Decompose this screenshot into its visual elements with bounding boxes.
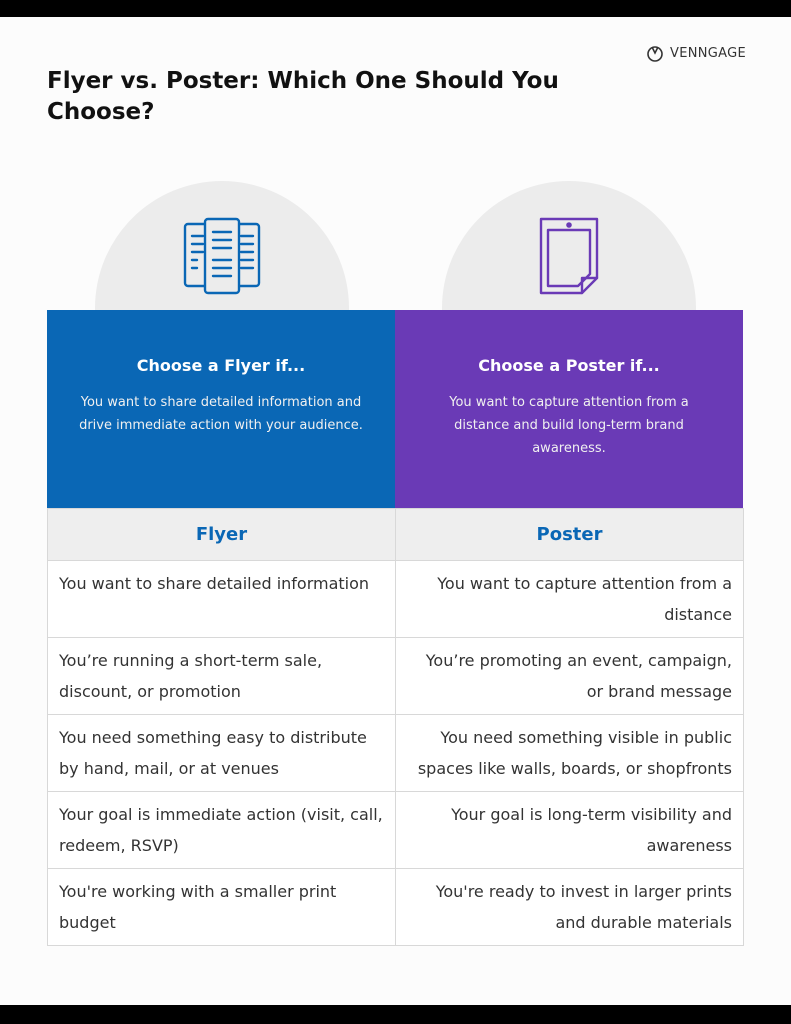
- poster-cell: You need something visible in public spaces like walls, boards, or shopfronts: [396, 715, 744, 792]
- flyer-pages-icon: [183, 216, 263, 300]
- flyer-cell: You’re running a short-term sale, discount, or promotion: [48, 638, 396, 715]
- poster-column-header: Poster: [396, 509, 744, 561]
- flyer-panel-heading: Choose a Flyer if...: [136, 356, 306, 375]
- flyer-cell: You want to share detailed information: [48, 561, 396, 638]
- table-row: [48, 715, 744, 792]
- flyer-column-header: Flyer: [48, 509, 396, 561]
- poster-panel: [395, 310, 743, 508]
- table-row: [48, 792, 744, 869]
- poster-panel-heading: Choose a Poster if...: [478, 356, 660, 375]
- flyer-cell: Your goal is immediate action (visit, call, redeem, RSVP): [48, 792, 396, 869]
- top-black-bar: [0, 0, 791, 17]
- poster-panel-text: You want to capture attention from a distance and build long-term brand awareness.: [449, 395, 689, 456]
- table-row: [48, 561, 744, 638]
- venngage-logo-icon: [646, 44, 664, 62]
- flyer-cell: You're working with a smaller print budget: [48, 869, 396, 946]
- brand-name: VENNGAGE: [670, 45, 746, 61]
- poster-cell: You’re promoting an event, campaign, or brand message: [396, 638, 744, 715]
- page-title: Flyer vs. Poster: Which One Should You Choose?: [47, 68, 559, 125]
- table-header-row: [48, 509, 744, 561]
- table-row: [48, 869, 744, 946]
- brand-logo: [646, 44, 746, 62]
- poster-cell: You want to capture attention from a distance: [396, 561, 744, 638]
- poster-cell: Your goal is long-term visibility and awareness: [396, 792, 744, 869]
- poster-sheet-icon: [538, 216, 600, 300]
- comparison-table: [47, 508, 744, 946]
- flyer-cell: You need something easy to distribute by hand, mail, or at venues: [48, 715, 396, 792]
- poster-cell: You're ready to invest in larger prints and durable materials: [396, 869, 744, 946]
- flyer-panel: [47, 310, 395, 508]
- flyer-panel-text: You want to share detailed information and drive immediate action with your audience.: [79, 395, 363, 433]
- table-row: [48, 638, 744, 715]
- bottom-black-bar: [0, 1005, 791, 1024]
